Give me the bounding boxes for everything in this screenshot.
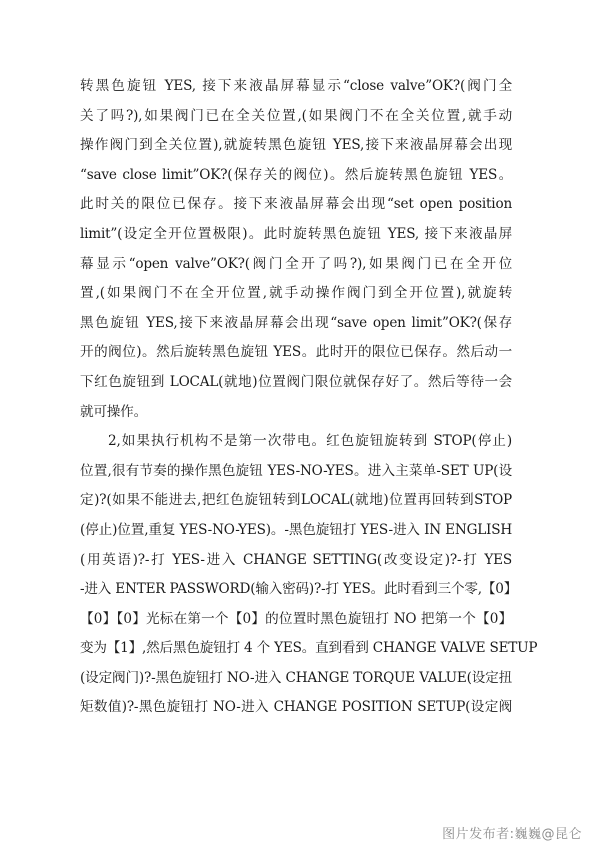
text-line: “save close limit”OK?(保存关的阀位)。然后旋转黑色旋钮 YES。 — [80, 166, 512, 183]
text-line: (用英语)?-打 YES-进入 CHANGE SETTING(改变设定)?-打 YES — [80, 551, 512, 568]
text-line: 幕显示“open valve”OK?(阀门全开了吗?),如果阀门已在全开位 — [80, 255, 512, 272]
text-line: 操作阀门到全关位置),就旋转黑色旋钮 YES,接下来液晶屏幕会出现 — [80, 137, 512, 154]
text-line: limit”(设定全开位置极限)。此时旋转黑色旋钮 YES, 接下来液晶屏 — [80, 225, 512, 242]
publisher-watermark: 图片发布者:巍巍@昆仑 — [442, 827, 582, 842]
text-line: 开的阀位)。然后旋转黑色旋钮 YES。此时开的限位已保存。然后动一 — [80, 344, 512, 361]
text-line: 【0】【0】光标在第一个【0】的位置时黑色旋钮打 NO 把第一个【0】 — [80, 610, 512, 627]
text-line: 定)?(如果不能进去,把红色旋钮转到LOCAL(就地)位置再回转到STOP — [80, 492, 512, 509]
text-line: 此时关的限位已保存。接下来液晶屏幕会出现“set open position — [80, 196, 512, 213]
paragraph-1 — [80, 72, 512, 427]
paragraph-2 — [80, 427, 538, 723]
text-line: 下红色旋钮到 LOCAL(就地)位置阀门限位就保存好了。然后等待一会 — [80, 373, 512, 390]
text-line: (停止)位置,重复 YES-NO-YES)。-黑色旋钮打 YES-进入 IN ENGLISH — [80, 521, 512, 538]
text-line: 置,(如果阀门不在全开位置,就手动操作阀门到全开位置),就旋转 — [80, 285, 512, 302]
text-line: 关了吗?),如果阀门已在全关位置,(如果阀门不在全关位置,就手动 — [80, 107, 512, 124]
text-line: (设定阀门)?-黑色旋钮打 NO-进入 CHANGE TORQUE VALUE(设定扭 — [80, 669, 512, 686]
text-line: 位置,很有节奏的操作黑色旋钮 YES-NO-YES。进入主菜单-SET UP(设 — [80, 462, 512, 479]
text-line: 矩数值)?-黑色旋钮打 NO-进入 CHANGE POSITION SETUP(设定阀 — [80, 699, 512, 716]
text-line: 黑色旋钮 YES,接下来液晶屏幕会出现“save open limit”OK?(保存 — [80, 314, 512, 331]
text-line: 就可操作。 — [80, 403, 147, 420]
document-page — [80, 72, 538, 723]
text-line: 2,如果执行机构不是第一次带电。红色旋钮旋转到 STOP(停止) — [108, 433, 512, 450]
text-line: 转黑色旋钮 YES, 接下来液晶屏幕显示“close valve”OK?(阀门全 — [80, 78, 512, 94]
text-line: -进入 ENTER PASSWORD(输入密码)?-打 YES。此时看到三个零,【0】 — [80, 581, 518, 598]
text-line: 变为【1】,然后黑色旋钮打 4 个 YES。直到看到 CHANGE VALVE SETUP — [80, 640, 538, 657]
